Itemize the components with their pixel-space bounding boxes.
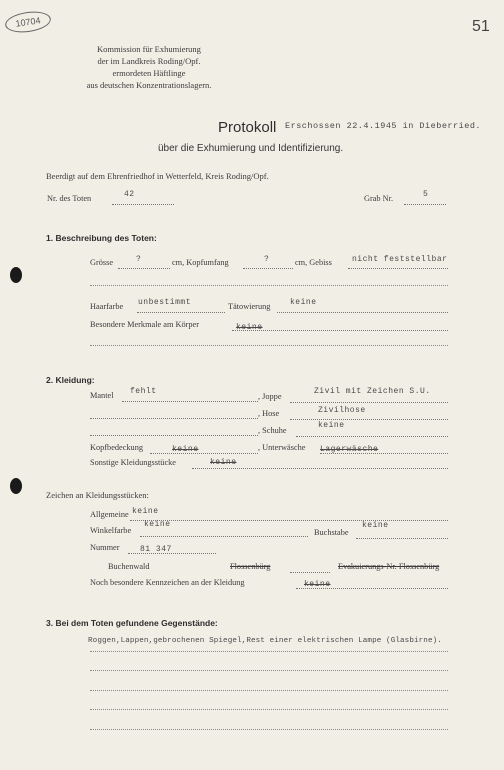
protocol-subtitle: über die Exhumierung und Identifizierung. bbox=[158, 143, 344, 154]
hair-value: unbestimmt bbox=[138, 298, 192, 307]
punch-hole-top bbox=[10, 267, 22, 283]
other-clothing-label: Sonstige Kleidungsstücke bbox=[90, 458, 176, 467]
commission-line-2: der im Landkreis Roding/Opf. bbox=[97, 56, 201, 66]
letter-label: Buchstabe bbox=[314, 528, 349, 537]
marks-value: keine bbox=[236, 323, 263, 332]
head-value: ? bbox=[264, 255, 270, 264]
found-items-value: Roggen,Lappen,gebrochenen Spiegel,Rest einer elektrischen Lampe (Glasbirne). bbox=[88, 637, 442, 645]
marks-label: Besondere Merkmale am Körper bbox=[90, 320, 199, 329]
underwear-label: , Unterwäsche bbox=[258, 443, 306, 452]
commission-line-3: ermordeten Häftlinge bbox=[112, 68, 186, 78]
headwear-label: Kopfbedeckung bbox=[90, 443, 143, 452]
coat-label: Mantel bbox=[90, 391, 114, 400]
head-unit: cm, Gebiss bbox=[295, 258, 332, 267]
number-label: Nummer bbox=[90, 543, 120, 552]
size-unit: cm, Kopfumfang bbox=[172, 258, 229, 267]
commission-line-1: Kommission für Exhumierung bbox=[97, 44, 201, 54]
shoes-value: keine bbox=[318, 421, 345, 430]
hair-label: Haarfarbe bbox=[90, 302, 124, 311]
dead-number-value: 42 bbox=[124, 190, 135, 199]
marks-heading: Zeichen an Kleidungsstücken: bbox=[46, 490, 149, 500]
section2-heading: 2. Kleidung: bbox=[46, 375, 95, 385]
grave-number-value: 5 bbox=[423, 190, 429, 199]
coat-value: fehlt bbox=[130, 387, 157, 396]
other-marks-label: Noch besondere Kennzeichen an der Kleidung bbox=[90, 578, 245, 587]
page-number: 51 bbox=[472, 18, 490, 35]
other-clothing-value: keine bbox=[210, 458, 237, 467]
general-value: keine bbox=[132, 507, 159, 516]
angle-color-label: Winkelfarbe bbox=[90, 526, 132, 535]
jacket-value: Zivil mit Zeichen S.U. bbox=[314, 387, 431, 396]
angle-color-value: keine bbox=[144, 520, 171, 529]
protocol-handwritten-note: Erschossen 22.4.1945 in Dieberried. bbox=[285, 121, 482, 131]
section1-heading: 1. Beschreibung des Toten: bbox=[46, 233, 157, 243]
headwear-value: keine bbox=[172, 445, 199, 454]
underwear-value: Lagerwäsche bbox=[320, 445, 379, 454]
number-value: 81 347 bbox=[140, 545, 172, 554]
punch-hole-bottom bbox=[10, 478, 22, 494]
camp-buchenwald: Buchenwald bbox=[108, 562, 150, 571]
other-marks-value: keine bbox=[304, 580, 331, 589]
trousers-value: Zivilhose bbox=[318, 406, 366, 415]
tattoo-value: keine bbox=[290, 298, 317, 307]
tattoo-label: Tätowierung bbox=[228, 302, 271, 311]
teeth-value: nicht feststellbar bbox=[352, 255, 448, 264]
grave-number-label: Grab Nr. bbox=[364, 194, 394, 203]
letter-value: keine bbox=[362, 521, 389, 530]
burial-text: Beerdigt auf dem Ehrenfriedhof in Wetterfeld, Kreis Roding/Opf. bbox=[46, 171, 269, 181]
jacket-label: , Joppe bbox=[258, 392, 282, 401]
shoes-label: , Schuhe bbox=[258, 426, 287, 435]
dead-number-label: Nr. des Toten bbox=[47, 194, 92, 203]
camp-evacuation-number: Evakuierungs-Nr. Flossenbürg bbox=[338, 562, 440, 571]
general-label: Allgemeine bbox=[90, 510, 129, 519]
section3-heading: 3. Bei dem Toten gefundene Gegenstände: bbox=[46, 618, 218, 628]
commission-line-4: aus deutschen Konzentrationslagern. bbox=[86, 80, 212, 90]
size-label: Grösse bbox=[90, 258, 114, 267]
camp-flossenburg: Flossenbürg bbox=[230, 562, 271, 571]
archive-stamp: 10704 bbox=[4, 9, 52, 35]
trousers-label: , Hose bbox=[258, 409, 280, 418]
protocol-title: Protokoll bbox=[218, 119, 277, 136]
size-value: ? bbox=[136, 255, 142, 264]
